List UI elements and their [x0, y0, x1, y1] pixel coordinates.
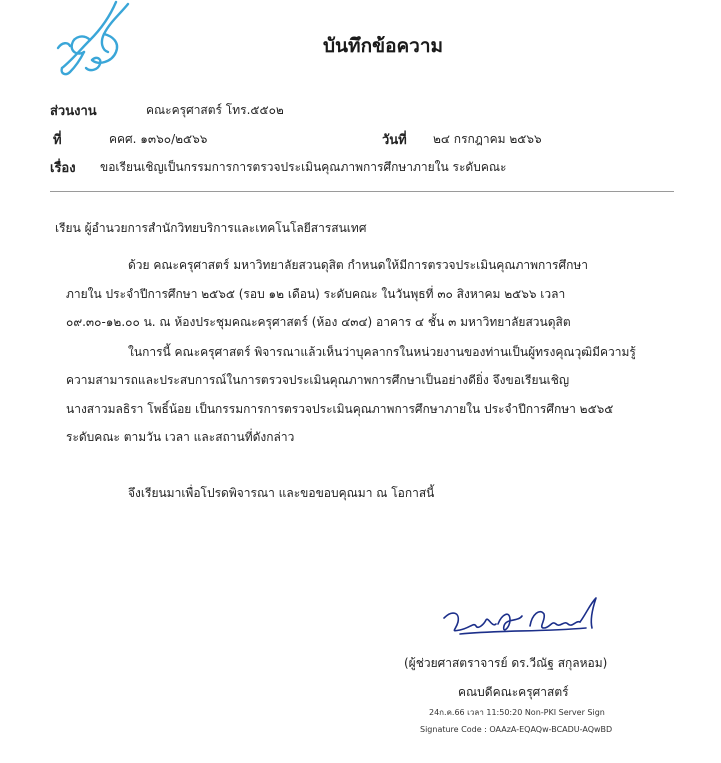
subject-value: ขอเรียนเชิญเป็นกรรมการการตรวจประเมินคุณภาพการศึกษาภายใน ระดับคณะ: [100, 160, 507, 174]
paragraph-1-line-3: ๐๙.๓๐-๑๒.๐๐ น. ณ ห้องประชุมคณะครุศาสตร์ (ห้อง ๔๓๔) อาคาร ๔ ชั้น ๓ มหาวิทยาลัยสวนดุสิต: [66, 315, 571, 329]
department-value: คณะครุศาสตร์ โทร.๕๕๐๒: [146, 103, 284, 117]
document-title: บันทึกข้อความ: [323, 35, 444, 57]
number-label: ที่: [53, 133, 62, 148]
signature-timestamp: 24ก.ค.66 เวลา 11:50:20 Non-PKI Server Sign: [429, 708, 605, 717]
subject-label: เรื่อง: [50, 161, 76, 176]
paragraph-2-line-4: ระดับคณะ ตามวัน เวลา และสถานที่ดังกล่าว: [66, 430, 295, 444]
department-label: ส่วนงาน: [50, 104, 97, 119]
closing-line: จึงเรียนมาเพื่อโปรดพิจารณา และขอขอบคุณมา ณ โอกาสนี้: [128, 486, 435, 500]
signature-code: Signature Code : OAAzA-EQAQw-BCADU-AQwBD: [420, 725, 613, 734]
paragraph-1-line-1: ด้วย คณะครุศาสตร์ มหาวิทยาลัยสวนดุสิต กำหนดให้มีการตรวจประเมินคุณภาพการศึกษา: [128, 258, 589, 272]
garuda-logo-icon: [50, 0, 134, 80]
paragraph-2-line-1: ในการนี้ คณะครุศาสตร์ พิจารณาแล้วเห็นว่าบุคลากรในหน่วยงานของท่านเป็นผู้ทรงคุณวุฒิมีความรู้: [128, 345, 636, 359]
paragraph-2-line-3: นางสาวมลธิรา โพธิ์น้อย เป็นกรรมการการตรวจประเมินคุณภาพการศึกษาภายใน ประจำปีการศึกษา ๒๕๖๕: [66, 402, 614, 416]
header-divider: [50, 191, 674, 192]
date-value: ๒๔ กรกฎาคม ๒๕๖๖: [433, 132, 542, 146]
handwritten-signature-icon: [440, 594, 600, 640]
signer-position: คณบดีคณะครุศาสตร์: [458, 685, 569, 699]
date-label: วันที่: [382, 133, 407, 148]
salutation: เรียน ผู้อำนวยการสำนักวิทยบริการและเทคโนโลยีสารสนเทศ: [55, 221, 367, 235]
number-value: คคศ. ๑๓๖๐/๒๕๖๖: [109, 132, 208, 146]
paragraph-1-line-2: ภายใน ประจำปีการศึกษา ๒๕๖๕ (รอบ ๑๒ เดือน) ระดับคณะ ในวันพุธที่ ๓๐ สิงหาคม ๒๕๖๖ เวลา: [66, 287, 566, 301]
paragraph-2-line-2: ความสามารถและประสบการณ์ในการตรวจประเมินคุณภาพการศึกษาเป็นอย่างดียิ่ง จึงขอเรียนเชิญ: [66, 373, 570, 387]
signer-name: (ผู้ช่วยศาสตราจารย์ ดร.วีณัฐ สกุลหอม): [404, 656, 608, 670]
